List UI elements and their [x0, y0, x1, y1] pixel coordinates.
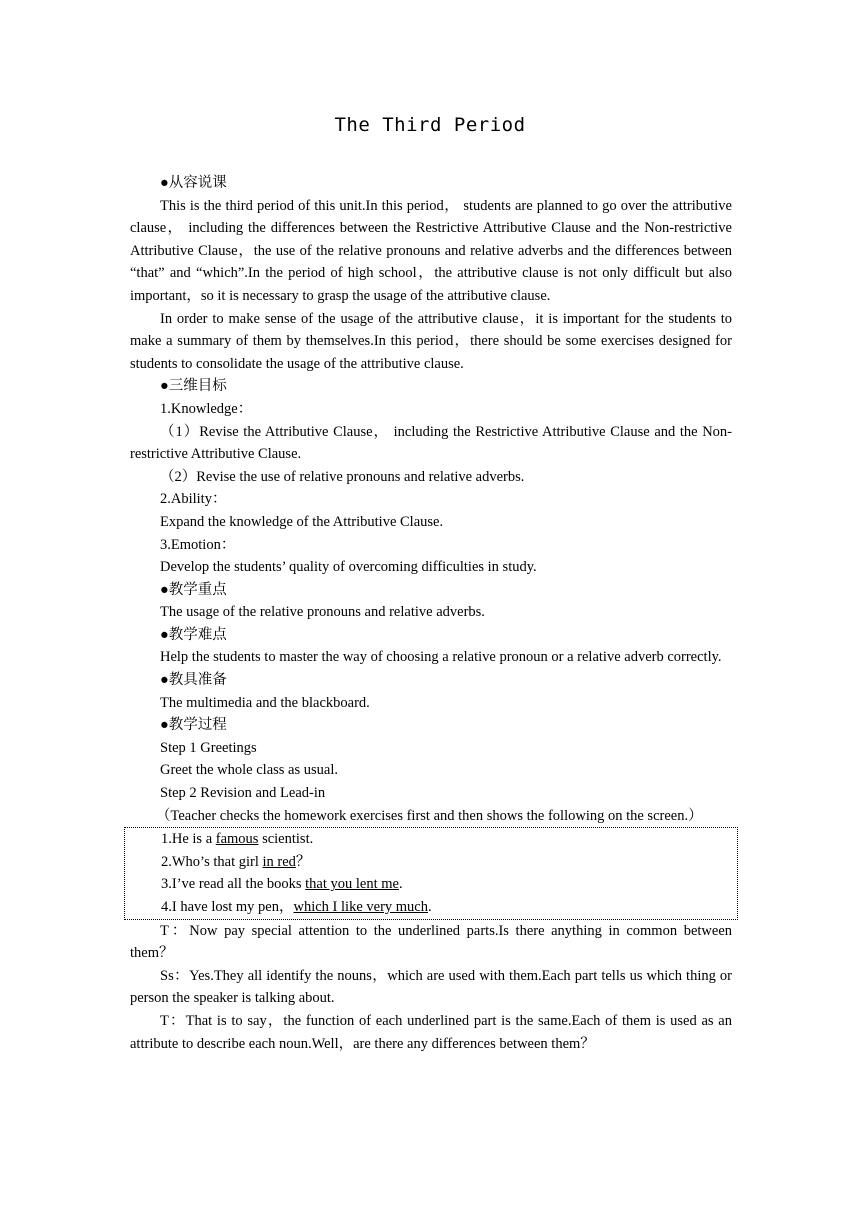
paragraph: Greet the whole class as usual. — [160, 762, 338, 779]
example-sentence — [131, 873, 731, 896]
step-heading: Step 1 Greetings — [160, 739, 257, 756]
step-heading: Step 2 Revision and Lead-in — [160, 785, 326, 802]
paragraph: （Teacher checks the homework exercises first and then shows the following on the screen.） — [156, 807, 703, 824]
dialogue-line: T：Now pay special attention to the underlined parts.Is there anything in common between them？ — [130, 922, 732, 962]
paragraph: In order to make sense of the usage of the attributive clause，it is important for the students to make a summary of them by themselves.In this period，there should be some exercises designed for students to consolidate the usage of the attributive clause. — [130, 310, 732, 372]
paragraph: The multimedia and the blackboard. — [160, 694, 370, 711]
dialogue-line: T：That is to say，the function of each underlined part is the same.Each of them is used as an attribute to describe each noun.Well，are there any differences between them？ — [130, 1012, 732, 1052]
example-text: 2.Who’s that girl — [161, 853, 263, 870]
example-sentence — [131, 828, 731, 851]
section-heading-intro: ●从容说课 — [160, 175, 227, 191]
subheading-emotion: 3.Emotion： — [160, 536, 236, 553]
example-text: . — [398, 876, 403, 893]
list-item: （2）Revise the use of relative pronouns and relative adverbs. — [160, 468, 525, 485]
section-heading-teaching-aids: ●教具准备 — [160, 672, 227, 689]
paragraph: Help the students to master the way of choosing a relative pronoun or a relative adverb correctly. — [160, 649, 722, 666]
subheading-knowledge: 1.Knowledge： — [160, 400, 253, 417]
example-text: 1.He is a — [161, 831, 216, 848]
example-text: 4.I have lost my pen， — [161, 899, 294, 915]
paragraph: Expand the knowledge of the Attributive Clause. — [160, 513, 444, 530]
underlined-part: famous — [215, 831, 259, 848]
example-text: . — [428, 899, 432, 915]
underlined-part: which I like very much — [293, 899, 428, 915]
section-heading-difficulties: ●教学难点 — [160, 626, 227, 643]
page-title: The Third Period — [334, 114, 526, 136]
paragraph: The usage of the relative pronouns and relative adverbs. — [160, 604, 485, 621]
paragraph: Develop the students’ quality of overcoming difficulties in study. — [160, 559, 537, 576]
dialogue-line: Ss：Yes.They all identify the nouns，which are used with them.Each part tells us which thing or person the speaker is talking about. — [130, 967, 732, 1007]
example-sentence — [131, 896, 731, 919]
subheading-ability: 2.Ability： — [160, 491, 227, 508]
section-heading-key-points: ●教学重点 — [160, 581, 227, 598]
example-text: scientist. — [258, 831, 314, 848]
paragraph: This is the third period of this unit.In this period， students are planned to go over the attributive clause， including the differences between the Restrictive Attributive Clause and the Non-restrictive Attributive Clause，the use of the relative pronouns and relative adverbs and the differences between “that” and “which”.In the period of high school，the attributive clause is not only difficult but also important，so it is necessary to grasp the usage of the attributive clause. — [130, 197, 732, 304]
example-text: 3.I’ve read all the books — [161, 876, 306, 893]
underlined-part: that you lent me — [305, 876, 399, 893]
list-item: （1）Revise the Attributive Clause， including the Restrictive Attributive Clause and the Non-restrictive Attributive Clause. — [130, 423, 732, 463]
document-body — [130, 172, 732, 1055]
underlined-part: in red — [262, 853, 296, 870]
section-heading-objectives: ●三维目标 — [160, 378, 227, 395]
example-sentence — [131, 851, 731, 874]
example-box — [124, 827, 738, 919]
example-text: ？ — [295, 853, 311, 870]
section-heading-procedure: ●教学过程 — [160, 717, 227, 734]
